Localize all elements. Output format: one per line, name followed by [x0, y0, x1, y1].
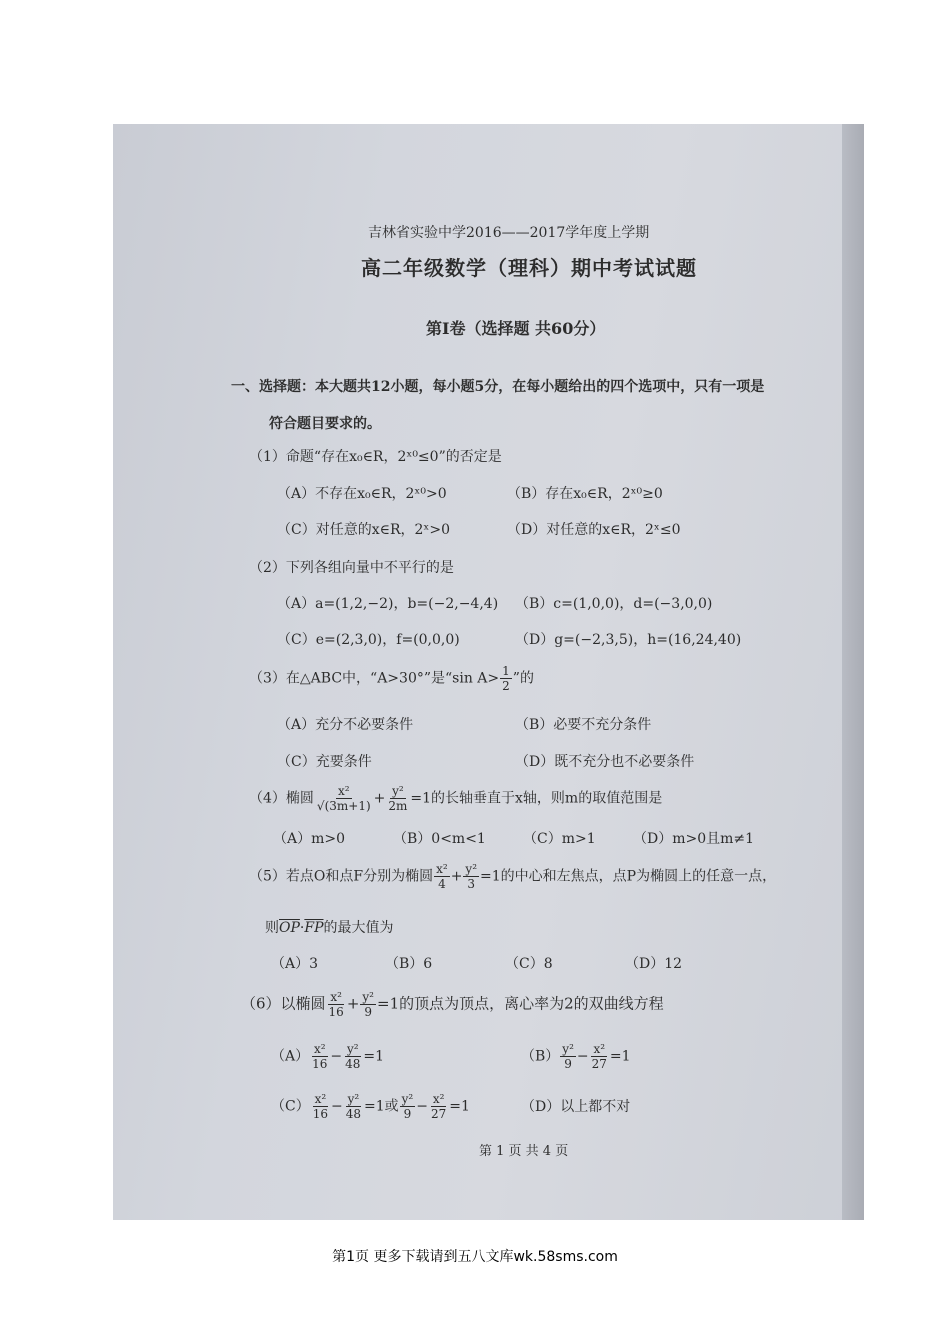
download-footer: 第1页 更多下载请到五八文库wk.58sms.com — [332, 1249, 618, 1265]
q3-option-c: （C）充要条件 — [277, 754, 372, 770]
q5-f2-den: 3 — [467, 877, 476, 891]
q2-option-a: （A）a=(1,2,−2)，b=(−2,−4,4) — [277, 596, 499, 612]
q4-option-a: （A）m>0 — [273, 831, 346, 847]
q3-option-d: （D）既不充分也不必要条件 — [515, 754, 695, 770]
q5-fraction-2 — [463, 862, 479, 891]
q6-fraction-1 — [327, 990, 346, 1019]
q6-b-d2: 27 — [591, 1057, 607, 1071]
q6-f2-den: 9 — [364, 1005, 373, 1019]
q2-option-b: （B）c=(1,0,0)，d=(−3,0,0) — [515, 596, 713, 612]
q3-option-b: （B）必要不充分条件 — [515, 717, 652, 733]
q5-plus: + — [450, 868, 463, 885]
q3-stem-pre: （3）在△ABC中，“A>30°”是“sin A> — [249, 670, 500, 687]
q6-a-label: （A） — [271, 1048, 310, 1065]
q6-c-d4: 27 — [430, 1107, 447, 1121]
q6-b-op: − — [576, 1048, 589, 1065]
page-number: 第 1 页 共 4 页 — [479, 1144, 569, 1159]
q3-stem-post: ”的 — [512, 670, 534, 687]
q6-option-c — [271, 1092, 470, 1121]
q6-c-d3: 9 — [403, 1107, 412, 1121]
q6-a-d1: 16 — [312, 1057, 328, 1071]
q3-fraction — [500, 664, 512, 693]
q4-stem — [249, 784, 662, 813]
q3-stem — [249, 664, 534, 693]
q1-option-c: （C）对任意的x∈R，2ˣ>0 — [277, 522, 450, 538]
q5-stem-post: =1的中心和左焦点，点P为椭圆上的任意一点， — [480, 868, 777, 885]
q6-b-n1: y² — [562, 1042, 574, 1056]
q4-f2-den: 2m — [388, 799, 408, 813]
q1-option-b: （B）存在x₀∈R，2ˣ⁰≥0 — [507, 486, 663, 502]
q6-a-n1: x² — [313, 1042, 326, 1056]
instructions-line-1: 一、选择题：本大题共12小题，每小题5分，在每小题给出的四个选项中，只有一项是 — [231, 379, 765, 395]
instructions-line-2: 符合题目要求的。 — [269, 416, 381, 432]
q6-a-n2: y² — [346, 1042, 359, 1056]
q5-stem — [249, 862, 776, 891]
q2-option-d: （D）g=(−2,3,5)，h=(16,24,40) — [515, 632, 742, 648]
q3-frac-den: 2 — [502, 679, 510, 693]
q6-c-n3: y² — [401, 1092, 414, 1106]
q5-f1-num: x² — [436, 862, 448, 876]
q6-c-d2: 48 — [345, 1107, 362, 1121]
q1-option-d: （D）对任意的x∈R，2ˣ≤0 — [507, 522, 681, 538]
q6-a-frac-2 — [343, 1042, 362, 1071]
q5-line2-post: 的最大值为 — [323, 920, 394, 936]
q6-b-eq: =1 — [609, 1048, 631, 1065]
q6-a-eq: =1 — [363, 1048, 385, 1065]
exam-title: 高二年级数学（理科）期中考试试题 — [361, 256, 697, 280]
q1-stem: （1）命题“存在x₀∈R，2ˣ⁰≤0”的否定是 — [249, 449, 502, 465]
q5-fraction-1 — [434, 862, 450, 891]
q6-b-frac-2 — [590, 1042, 609, 1071]
q5-vector-fp: $\overline{FP}$ — [304, 920, 324, 936]
q5-line-2 — [265, 917, 394, 937]
q4-fraction-2 — [386, 784, 409, 813]
q6-c-frac-2 — [344, 1092, 363, 1121]
q6-a-frac-1 — [310, 1042, 329, 1071]
q6-f2-num: y² — [362, 990, 374, 1004]
q6-stem-pre: （6）以椭圆 — [241, 994, 326, 1013]
q3-option-a: （A）充分不必要条件 — [277, 717, 414, 733]
q4-f2-num: y² — [392, 784, 404, 798]
q6-c-label: （C） — [271, 1098, 310, 1115]
q6-c-frac-3 — [400, 1092, 416, 1121]
q6-option-d: （D）以上都不对 — [521, 1099, 631, 1115]
q6-b-n2: x² — [593, 1042, 606, 1056]
q6-option-a — [271, 1042, 384, 1071]
q4-f1-den: √(3m+1) — [316, 799, 371, 813]
q5-option-d: （D）12 — [625, 956, 683, 972]
q6-c-d1: 16 — [312, 1107, 328, 1121]
photo-edge-shadow — [842, 124, 864, 1220]
q5-f2-num: y² — [465, 862, 478, 876]
section-heading: 第Ⅰ卷（选择题 共60分） — [426, 319, 606, 338]
q6-f1-num: x² — [330, 990, 342, 1004]
q6-stem — [241, 990, 664, 1019]
q5-option-c: （C）8 — [505, 956, 553, 972]
q6-b-d1: 9 — [564, 1057, 572, 1071]
q6-c-frac-4 — [429, 1092, 448, 1121]
q4-option-d: （D）m>0且m≠1 — [633, 831, 755, 847]
q6-b-frac-1 — [560, 1042, 576, 1071]
q6-c-op: − — [331, 1098, 343, 1115]
q5-option-a: （A）3 — [271, 956, 319, 972]
q5-stem-pre: （5）若点O和点F分别为椭圆 — [249, 868, 434, 885]
q6-a-op: − — [330, 1048, 343, 1065]
q4-stem-pre: （4）椭圆 — [249, 790, 314, 807]
school-name: 吉林省实验中学2016——2017学年度上学期 — [368, 225, 650, 241]
q4-stem-post: =1的长轴垂直于x轴，则m的取值范围是 — [410, 790, 663, 807]
q6-a-d2: 48 — [345, 1057, 361, 1071]
q6-plus: + — [346, 994, 360, 1013]
q4-f1-num: x² — [337, 784, 350, 798]
q6-c-frac-1 — [311, 1092, 330, 1121]
q1-option-a: （A）不存在x₀∈R，2ˣ⁰>0 — [277, 486, 447, 502]
q4-plus: + — [373, 790, 386, 807]
q2-option-c: （C）e=(2,3,0)，f=(0,0,0) — [277, 632, 460, 648]
q6-c-mid: =1或 — [364, 1098, 399, 1115]
exam-photo — [113, 124, 864, 1220]
q4-option-c: （C）m>1 — [523, 831, 596, 847]
q5-line2-pre: 则 — [265, 920, 279, 936]
q6-stem-post: =1的顶点为顶点，离心率为2的双曲线方程 — [377, 994, 664, 1013]
q2-stem: （2）下列各组向量中不平行的是 — [249, 560, 454, 576]
q5-vector-op: $\overline{OP}$ — [279, 920, 300, 936]
q6-option-b — [521, 1042, 631, 1071]
q6-f1-den: 16 — [328, 1005, 344, 1019]
q6-c-n4: x² — [432, 1092, 445, 1106]
q6-fraction-2 — [360, 990, 376, 1019]
q4-fraction-1 — [315, 784, 373, 813]
q4-option-b: （B）0<m<1 — [393, 831, 486, 847]
q6-c-op2: − — [416, 1098, 428, 1115]
q3-frac-num: 1 — [502, 664, 510, 678]
q6-c-n1: x² — [314, 1092, 327, 1106]
q6-c-eq: =1 — [449, 1098, 470, 1115]
q6-b-label: （B） — [521, 1048, 560, 1065]
q5-option-b: （B）6 — [385, 956, 433, 972]
q5-f1-den: 4 — [438, 877, 446, 891]
q5-dot: · — [299, 920, 305, 936]
q6-c-n2: y² — [347, 1092, 360, 1106]
